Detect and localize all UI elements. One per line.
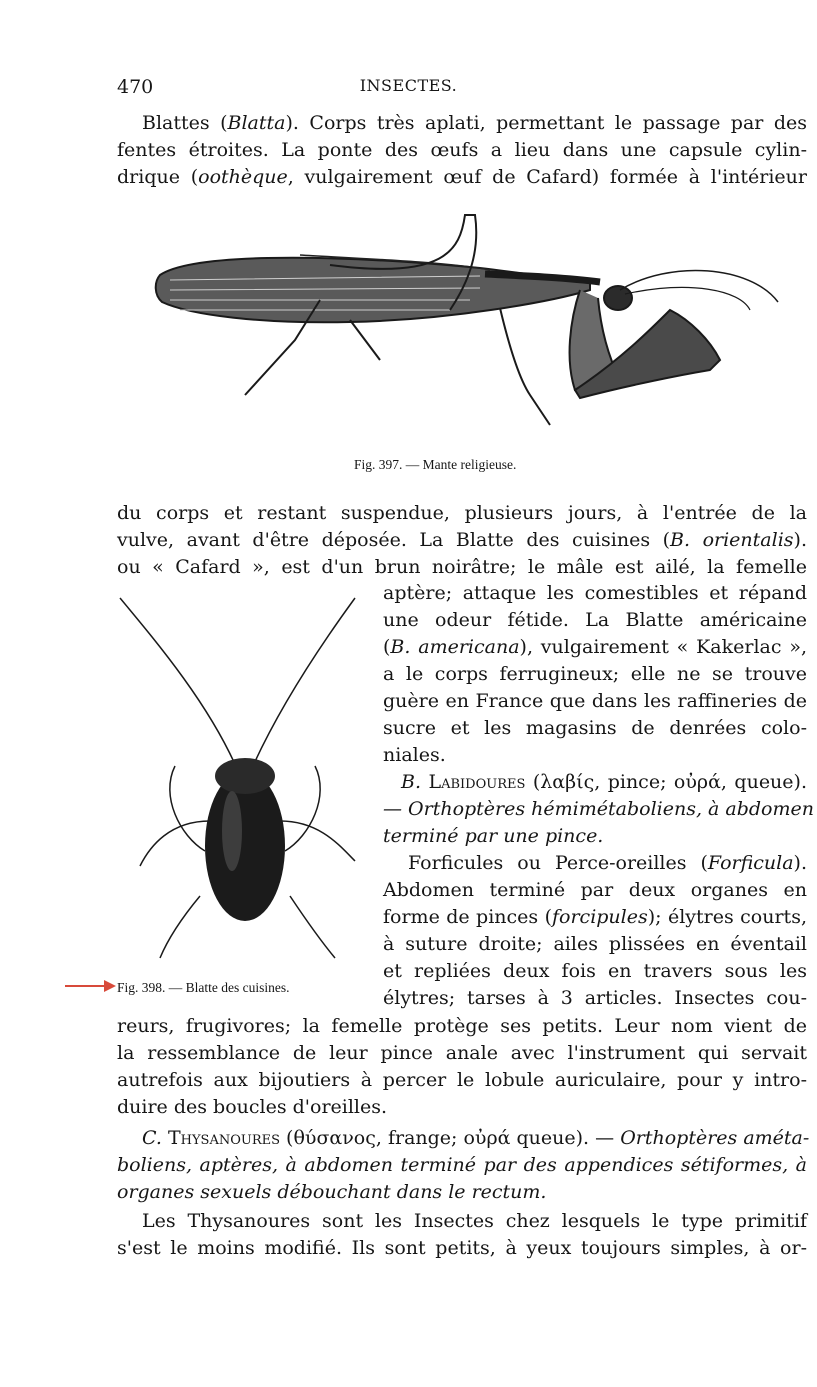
text-line: Blattes (Blatta). Corps très aplati, permettant le passage par des xyxy=(142,112,807,134)
page-number: 470 xyxy=(117,76,154,98)
text-line: niales. xyxy=(383,744,446,766)
text-line: la ressemblance de leur pince anale avec l'instrument qui servait xyxy=(117,1042,807,1064)
text-line: (B. americana), vulgairement « Kakerlac », xyxy=(383,636,807,658)
figure-caption: Fig. 397. — Mante religieuse. xyxy=(354,457,517,472)
text-line: Abdomen terminé par deux organes en xyxy=(383,879,807,901)
text-line: à suture droite; ailes plissées en éventail xyxy=(383,933,807,955)
text-line: organes sexuels débouchant dans le rectum. xyxy=(117,1181,547,1203)
text-line: ou « Cafard », est d'un brun noirâtre; le mâle est ailé, la femelle xyxy=(117,556,807,578)
paragraph-blatte-cuisines xyxy=(117,500,807,581)
text-line: B. Labidoures (λαβίς, pince; οὐρά, queue). xyxy=(401,771,807,793)
text-line: élytres; tarses à 3 articles. Insectes cou- xyxy=(383,987,807,1009)
right-column-text xyxy=(383,580,814,1012)
text-line: s'est le moins modifié. Ils sont petits, à yeux toujours simples, à or- xyxy=(117,1237,807,1259)
text-line: C. Thysanoures (θύσανος, frange; οὐρά queue). — Orthoptères améta- xyxy=(142,1127,810,1149)
text-line: vulve, avant d'être déposée. La Blatte des cuisines (B. orientalis). xyxy=(117,529,807,551)
paragraph-thysanoures-desc xyxy=(117,1208,807,1262)
text-line: et repliées deux fois en travers sous les xyxy=(383,960,807,982)
cockroach-illustration xyxy=(120,596,370,966)
text-line: duire des boucles d'oreilles. xyxy=(117,1096,388,1118)
paragraph-forficules-continued xyxy=(117,1013,807,1121)
text-line: aptère; attaque les comestibles et répand xyxy=(383,582,807,604)
text-line: du corps et restant suspendue, plusieurs jours, à l'entrée de la xyxy=(117,502,807,524)
arrow-right-icon xyxy=(104,980,116,992)
paragraph-thysanoures xyxy=(117,1125,810,1206)
text-line: guère en France que dans les raffineries de xyxy=(383,690,807,712)
running-title: INSECTES. xyxy=(359,76,458,95)
text-line: a le corps ferrugineux; elle ne se trouve xyxy=(383,663,807,685)
text-line: Les Thysanoures sont les Insectes chez lesquels le type primitif xyxy=(142,1210,807,1232)
running-head xyxy=(0,76,817,100)
text-line: une odeur fétide. La Blatte américaine xyxy=(383,609,807,631)
paragraph-blattes xyxy=(117,110,807,191)
text-line: drique (oothèque, vulgairement œuf de Cafard) formée à l'intérieur xyxy=(117,166,807,188)
text-line: — Orthoptères hémimétaboliens, à abdomen xyxy=(383,798,814,820)
text-line: Forficules ou Perce-oreilles (Forficula). xyxy=(408,852,807,874)
text-line: sucre et les magasins de denrées colo- xyxy=(383,717,807,739)
text-line: forme de pinces (forcipules); élytres courts, xyxy=(383,906,807,928)
red-arrow-shaft xyxy=(65,985,105,987)
text-line: boliens, aptères, à abdomen terminé par des appendices sétiformes, à xyxy=(117,1154,807,1176)
text-line: fentes étroites. La ponte des œufs a lieu dans une capsule cylin- xyxy=(117,139,807,161)
text-line: autrefois aux bijoutiers à percer le lobule auriculaire, pour y intro- xyxy=(117,1069,807,1091)
figure-caption: Fig. 398. — Blatte des cuisines. xyxy=(117,980,290,995)
text-line: reurs, frugivores; la femelle protège ses petits. Leur nom vient de xyxy=(117,1015,807,1037)
mantis-illustration xyxy=(150,210,790,440)
text-line: terminé par une pince. xyxy=(383,825,604,847)
